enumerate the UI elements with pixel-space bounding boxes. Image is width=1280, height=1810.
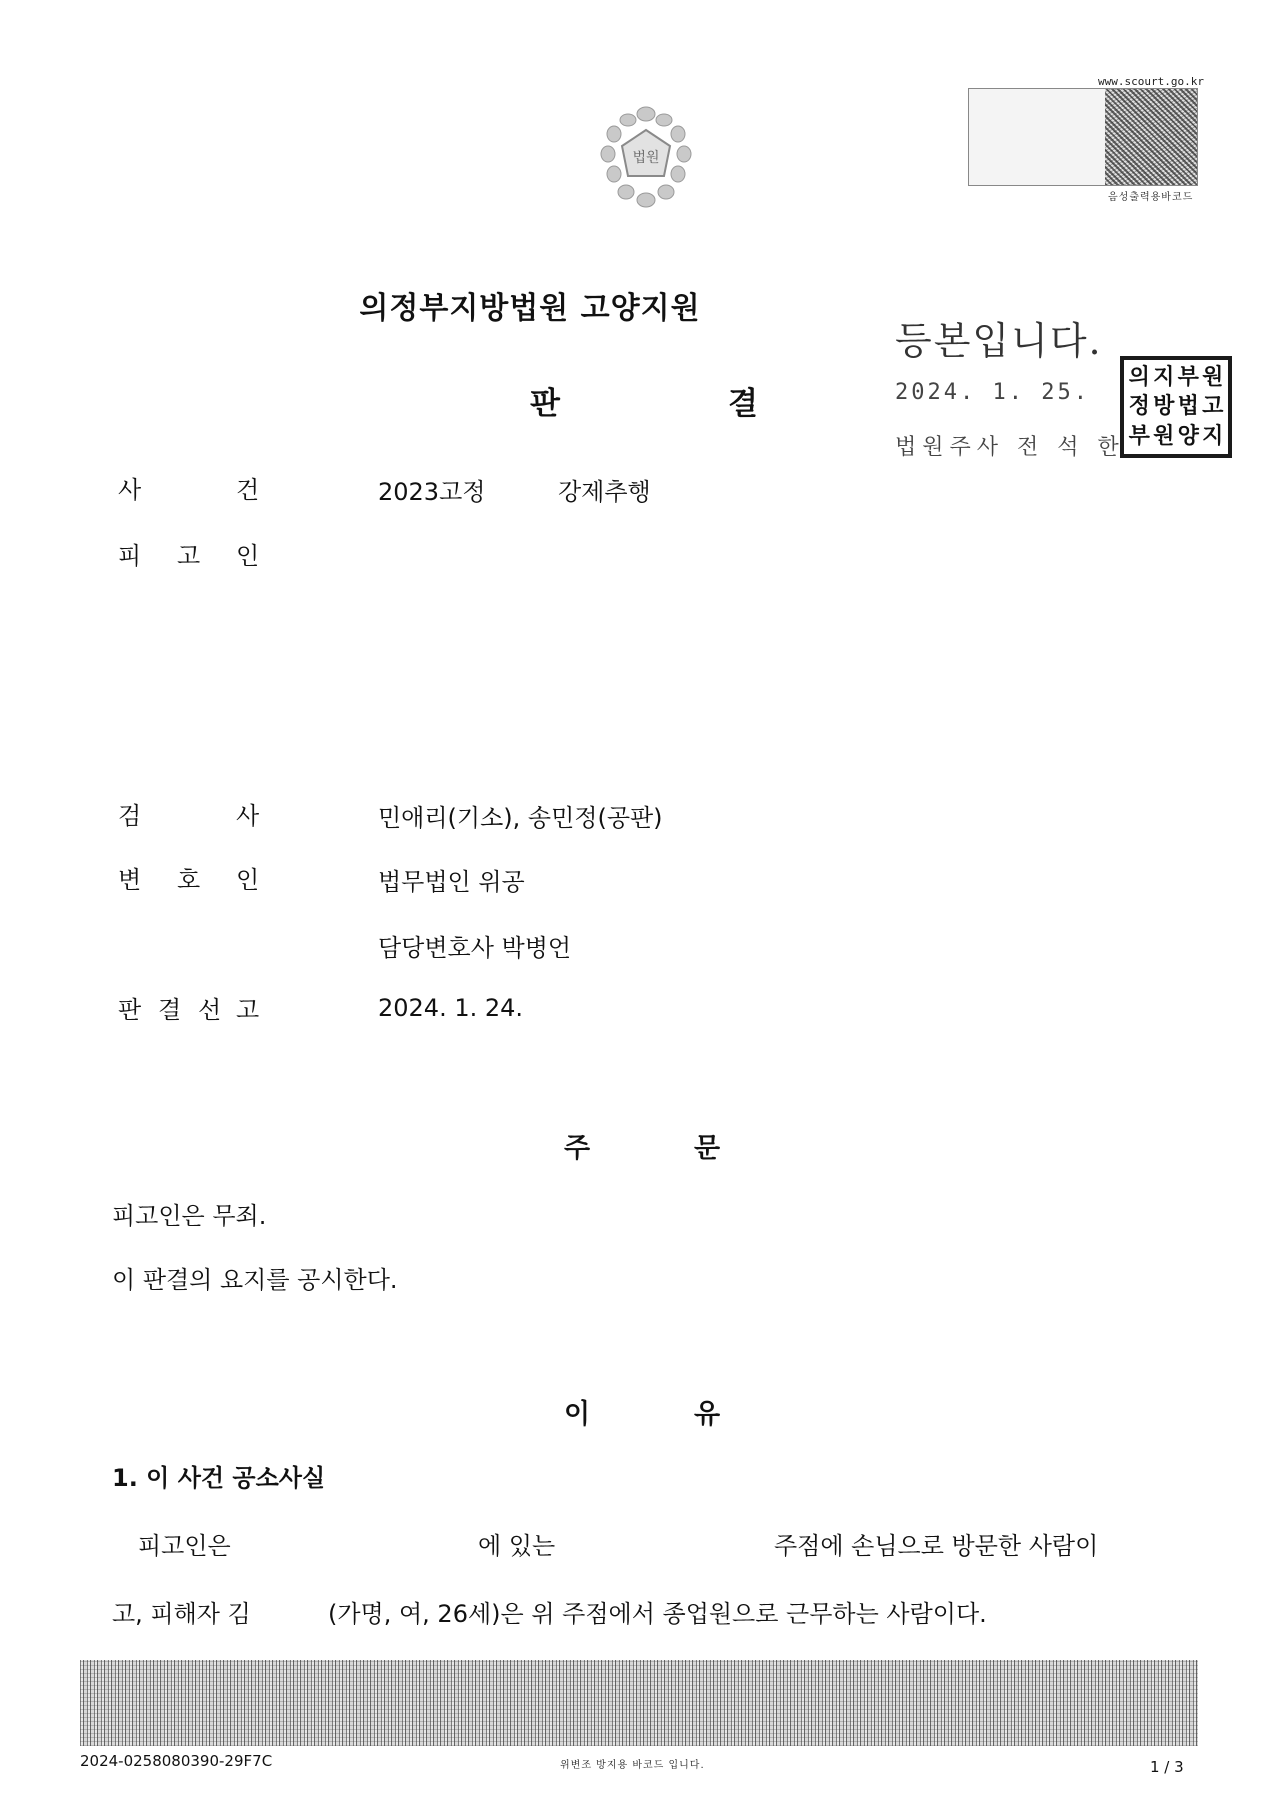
certified-copy-date: 2024. 1. 25. bbox=[895, 380, 1090, 405]
disposition-line-2: 이 판결의 요지를 공시한다. bbox=[112, 1266, 398, 1294]
case-name: 강제추행 bbox=[558, 478, 651, 506]
paragraph-1-part-2: 에 있는 bbox=[478, 1532, 556, 1560]
disposition-line-1: 피고인은 무죄. bbox=[112, 1202, 267, 1230]
barcode-caption: 음성출력용바코드 bbox=[1108, 192, 1194, 203]
certified-copy-notice: 등본입니다. bbox=[895, 319, 1103, 363]
court-seal bbox=[1120, 356, 1232, 458]
seal-char: 의 bbox=[1128, 364, 1150, 390]
document-id: 2024-0258080390-29F7C bbox=[80, 1752, 273, 1770]
barcode-note: 위변조 방지용 바코드 입니다. bbox=[560, 1760, 705, 1771]
seal-char: 법 bbox=[1177, 393, 1199, 420]
seal-char: 부 bbox=[1177, 364, 1199, 390]
paragraph-2-part-1: 고, 피해자 김 bbox=[112, 1600, 251, 1628]
seal-char: 양 bbox=[1177, 422, 1199, 449]
court-name: 의정부지방법원 고양지원 bbox=[359, 291, 701, 326]
counsel-lawyer: 담당변호사 박병언 bbox=[378, 934, 572, 962]
counsel-firm: 법무법인 위공 bbox=[378, 868, 525, 896]
voice-output-barcode bbox=[968, 88, 1198, 186]
seal-char: 방 bbox=[1153, 393, 1175, 420]
seal-char: 정 bbox=[1128, 393, 1150, 420]
court-emblem-icon bbox=[596, 102, 696, 214]
title-char-2: 결 bbox=[728, 386, 758, 422]
case-number: 2023고정 bbox=[378, 478, 486, 506]
paragraph-1-part-3: 주점에 손님으로 방문한 사람이 bbox=[774, 1532, 1099, 1560]
prosecutor-value: 민애리(기소), 송민정(공판) bbox=[378, 804, 663, 832]
barcode-pattern bbox=[1105, 89, 1197, 185]
seal-char: 고 bbox=[1202, 393, 1224, 420]
paragraph-1-part-1: 피고인은 bbox=[138, 1532, 231, 1560]
seal-char: 부 bbox=[1128, 422, 1150, 449]
title-char-1: 판 bbox=[530, 386, 560, 422]
seal-char: 원 bbox=[1202, 364, 1224, 390]
seal-char: 지 bbox=[1153, 364, 1175, 390]
emblem-text: 법원 bbox=[632, 150, 660, 166]
certified-copy-clerk: 법원주사 전 석 한 bbox=[895, 435, 1125, 460]
seal-char: 지 bbox=[1202, 422, 1224, 449]
verdict-date: 2024. 1. 24. bbox=[378, 994, 524, 1022]
seal-char: 원 bbox=[1153, 422, 1175, 449]
court-url: www.scourt.go.kr bbox=[1098, 75, 1204, 88]
section-heading-1: 1. 이 사건 공소사실 bbox=[112, 1464, 326, 1492]
paragraph-2-part-2: (가명, 여, 26세)은 위 주점에서 종업원으로 근무하는 사람이다. bbox=[328, 1600, 987, 1628]
page-number: 1 / 3 bbox=[1150, 1758, 1184, 1776]
anti-forgery-barcode bbox=[80, 1660, 1198, 1746]
